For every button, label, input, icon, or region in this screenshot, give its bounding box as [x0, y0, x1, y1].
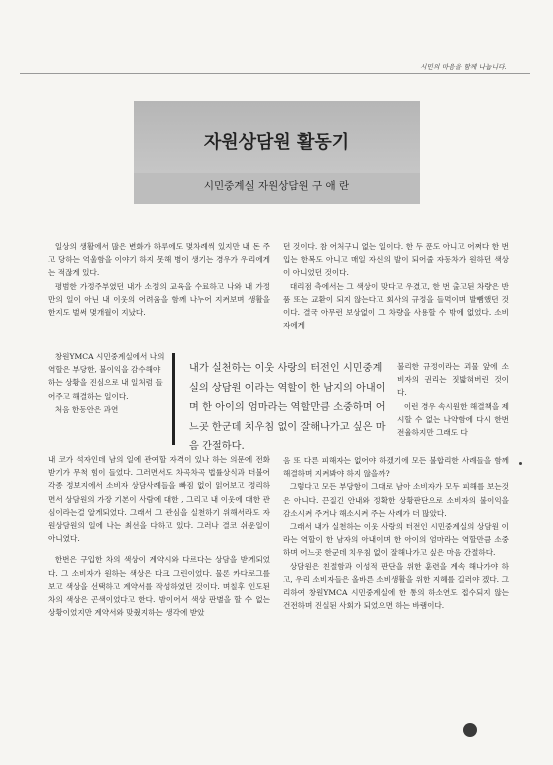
paragraph: 한번은 구입한 차의 색상이 계약시와 다르다는 상담을 받게되었다. 그 소비자가 원하는 색상은 다크 그린이었다. 물론 카다로그를 보고 색상을 선택하고 계약서를 작성하였던 것이다. 며칠후 인도된 차의 색상은 곤색이었다고 한다. 밤이어서 색상 판별을 할 수 없는 상황이었지만 계약서와 맞췄지하는 생각에 받았	[48, 555, 270, 618]
header-tagline: 시민의 마음을 함께 나눕니다.	[420, 63, 507, 71]
paragraph: 창원YMCA 시민중계실에서 나의 역할은 부당한, 불이익을 감수해야 하는 상황을 진심으로 내 일처럼 들어주고 해결하는 일이다.	[48, 352, 165, 401]
right-column-narrow	[397, 360, 509, 439]
article-title: 자원상담원 활동기	[203, 132, 350, 153]
paragraph: 대리점 측에서는 그 색상이 맞다고 우겼고, 한 번 출고된 차량은 반품 또는 교환이 되지 않는다고 회사의 규정을 들먹이며 발뺌했던 것이다. 결국 아무런 보상없이 그 차량을 사용할 수 밖에 없었다. 소비자에게	[283, 281, 509, 331]
header-rule	[20, 73, 530, 74]
right-column-top	[283, 240, 509, 332]
right-column-bottom	[283, 454, 509, 612]
paragraph: 처음 한동안은 과연	[54, 404, 119, 414]
left-column-bottom	[48, 453, 270, 619]
paragraph: 음 또 다른 피해자는 없어야 하겠기에 모든 불합리한 사례들을 함께 해결하며 지켜봐야 하지 않을까?	[283, 456, 509, 479]
paragraph: 던 것이다. 참 어처구니 없는 일이다. 한 두 푼도 아니고 어쩌다 한 번 입는 한복도 아니고 매일 자신의 발이 되어줄 자동차가 원하던 색상이 아니었던 것이다.	[283, 242, 509, 278]
article-byline: 시민중계실 자원상담원 구 애 란	[203, 180, 350, 192]
paragraph: 이런 경우 속시원한 해결책을 제시할 수 없는 나약함에 다시 한번 전율하지만 그래도 다	[397, 401, 509, 438]
paragraph: 그래서 내가 실천하는 이웃 사랑의 터전인 시민중계실의 상담원 이라는 역할이 한 남자의 아내이며 한 아이의 엄마라는 역할만큼 소중하며 어느곳 한군데 치우침 없이 잘해나가고 싶은 마음 간절하다.	[283, 522, 509, 558]
paragraph: 내 코가 석자인데 남의 일에 관여할 자격이 있나 하는 의문에 전화 받기가 무척 힘이 들었다. 그러면서도 차곡차곡 법률상식과 더불어 각종 정보지에서 소비자 상담사례들을 빠짐 없이 읽어보고 정리하면서 상담원의 가장 기본이 사람에 대한 , 그리고 내 이웃에 대한 관심이라는걸 알게되었다. 그래서 그 관심을 실천하기 위해서라도 자원상담원의 일에 나는 최선을 다하고 있다. 그러나 결코 쉬운일이 아니였다.	[48, 455, 270, 544]
pull-quote: 내가 실천하는 이웃 사랑의 터전인 시민중계실의 상담원 이라는 역할이 한 남지의 아내이며 한 아이의 엄마라는 역할만큼 소중하며 어느곳 한군데 치우침 없이 잘해나가고 싶은 마음 간절하다.	[172, 353, 389, 445]
left-column-top	[48, 240, 270, 319]
paragraph: 상담원은 친절함과 이성적 판단을 위한 훈련을 계속 해나가야 하고, 우리 소비자들은 올바른 소비생활을 위한 지혜를 길러야 겠다. 그리하여 창원YMCA 시민중계실에 한 통의 하소연도 접수되지 않는 건전하며 진실된 사회가 되었으면 하는 바램이다.	[283, 561, 509, 611]
left-column-narrow	[48, 350, 166, 416]
paragraph: 그렇다고 모든 부당함이 그대로 남아 소비자가 모두 피해를 보는것은 아니다. 끈질긴 안내와 정확한 상황판단으로 소비자의 불이익을 감소시켜 주거나 해소시켜 주는 사례가 더 많았다.	[283, 482, 509, 518]
paragraph: 불리한 규정이라는 괴물 앞에 소비자의 권리는 짓밟혀버린 것이다.	[397, 362, 509, 398]
page-number-marker	[463, 723, 477, 737]
paragraph: 평범한 가정주부였던 내가 소정의 교육을 수료하고 나와 내 가정만의 일이 아닌 내 이웃의 어려움을 함께 나누어 지켜보며 생활을 한지도 벌써 몇개월이 지났다.	[48, 281, 270, 318]
margin-dot	[519, 462, 522, 465]
paragraph: 일상의 생활에서 많은 변화가 하루에도 몇차례씩 있지만 내 돈 주고 당하는 억울함을 이야기 하지 못해 병이 생기는 경우가 우리에게는 적잖게 있다.	[48, 242, 270, 278]
